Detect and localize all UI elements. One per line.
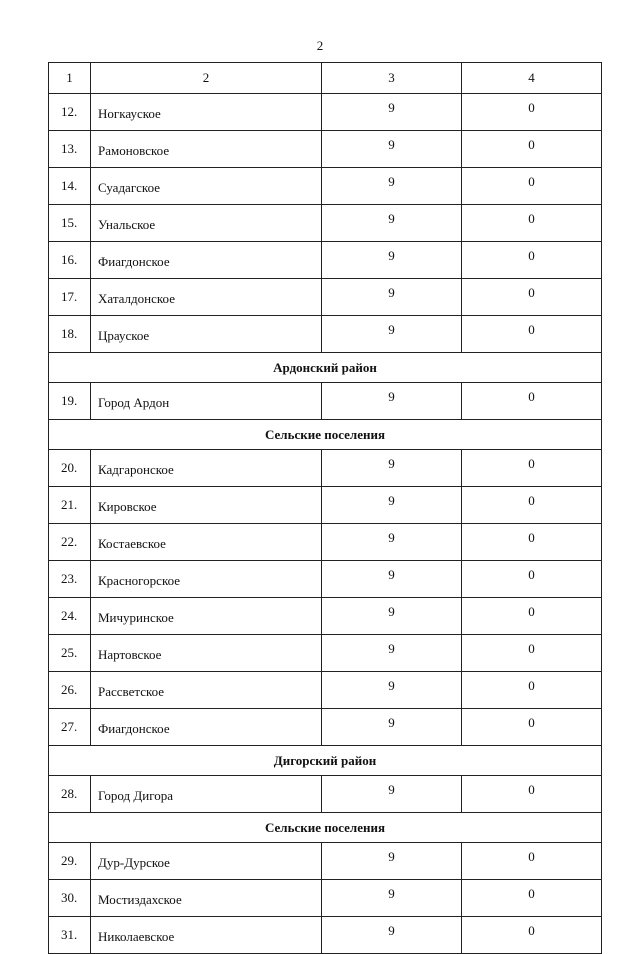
section-title: Ардонский район [49,353,602,383]
value-col3: 9 [322,205,462,242]
column-header-4: 4 [462,63,602,94]
row-number: 23. [49,561,91,598]
table-row [49,316,602,353]
row-number: 14. [49,168,91,205]
value-col4: 0 [462,598,602,635]
value-col4: 0 [462,776,602,813]
column-header-2: 2 [91,63,322,94]
value-col4: 0 [462,709,602,746]
row-number: 29. [49,843,91,880]
section-header-row [49,813,602,843]
value-col4: 0 [462,635,602,672]
table-row [49,279,602,316]
table-row [49,242,602,279]
settlement-name: Мостиздахское [91,880,322,917]
table-row [49,168,602,205]
table-row [49,843,602,880]
row-number: 16. [49,242,91,279]
table-row [49,205,602,242]
value-col4: 0 [462,168,602,205]
table-header-row [49,63,602,94]
value-col4: 0 [462,279,602,316]
value-col3: 9 [322,880,462,917]
row-number: 30. [49,880,91,917]
row-number: 24. [49,598,91,635]
value-col3: 9 [322,561,462,598]
table-row [49,635,602,672]
table-row [49,94,602,131]
row-number: 20. [49,450,91,487]
value-col3: 9 [322,487,462,524]
table-row [49,561,602,598]
value-col4: 0 [462,487,602,524]
value-col4: 0 [462,917,602,954]
settlement-name: Город Ардон [91,383,322,420]
settlement-name: Фиагдонское [91,242,322,279]
value-col3: 9 [322,242,462,279]
table-row [49,880,602,917]
value-col4: 0 [462,561,602,598]
table-row [49,598,602,635]
column-header-3: 3 [322,63,462,94]
value-col3: 9 [322,524,462,561]
table-row [49,450,602,487]
section-title: Дигорский район [49,746,602,776]
value-col3: 9 [322,635,462,672]
value-col3: 9 [322,672,462,709]
value-col4: 0 [462,524,602,561]
settlement-name: Мичуринское [91,598,322,635]
value-col4: 0 [462,316,602,353]
row-number: 15. [49,205,91,242]
value-col3: 9 [322,168,462,205]
data-table [48,62,602,954]
row-number: 17. [49,279,91,316]
settlement-name: Костаевское [91,524,322,561]
settlement-name: Кировское [91,487,322,524]
page-number: 2 [316,38,324,53]
row-number: 28. [49,776,91,813]
table-row [49,776,602,813]
table-row [49,487,602,524]
table-row [49,383,602,420]
settlement-name: Николаевское [91,917,322,954]
value-col4: 0 [462,880,602,917]
value-col3: 9 [322,709,462,746]
settlement-name: Нартовское [91,635,322,672]
row-number: 13. [49,131,91,168]
value-col3: 9 [322,917,462,954]
value-col4: 0 [462,94,602,131]
section-header-row [49,420,602,450]
value-col4: 0 [462,450,602,487]
row-number: 25. [49,635,91,672]
section-header-row [49,746,602,776]
row-number: 12. [49,94,91,131]
table-row [49,524,602,561]
settlement-name: Город Дигора [91,776,322,813]
value-col3: 9 [322,94,462,131]
column-header-1: 1 [49,63,91,94]
value-col4: 0 [462,242,602,279]
row-number: 26. [49,672,91,709]
settlement-name: Фиагдонское [91,709,322,746]
settlement-name: Ногкауское [91,94,322,131]
settlement-name: Дур-Дурское [91,843,322,880]
settlement-name: Рамоновское [91,131,322,168]
value-col3: 9 [322,383,462,420]
table-row [49,917,602,954]
settlement-name: Красногорское [91,561,322,598]
settlement-name: Хаталдонское [91,279,322,316]
row-number: 31. [49,917,91,954]
value-col4: 0 [462,843,602,880]
value-col4: 0 [462,672,602,709]
table-row [49,709,602,746]
value-col4: 0 [462,383,602,420]
table-row [49,131,602,168]
settlement-name: Суадагское [91,168,322,205]
row-number: 21. [49,487,91,524]
section-title: Сельские поселения [49,813,602,843]
row-number: 22. [49,524,91,561]
value-col3: 9 [322,598,462,635]
section-header-row [49,353,602,383]
settlement-name: Унальское [91,205,322,242]
settlement-name: Цраускоe [91,316,322,353]
row-number: 19. [49,383,91,420]
settlement-name: Рассветское [91,672,322,709]
settlement-name: Кадгаронское [91,450,322,487]
value-col3: 9 [322,316,462,353]
value-col4: 0 [462,131,602,168]
value-col3: 9 [322,776,462,813]
value-col3: 9 [322,450,462,487]
value-col3: 9 [322,279,462,316]
value-col4: 0 [462,205,602,242]
row-number: 27. [49,709,91,746]
section-title: Сельские поселения [49,420,602,450]
table-row [49,672,602,709]
value-col3: 9 [322,131,462,168]
row-number: 18. [49,316,91,353]
value-col3: 9 [322,843,462,880]
